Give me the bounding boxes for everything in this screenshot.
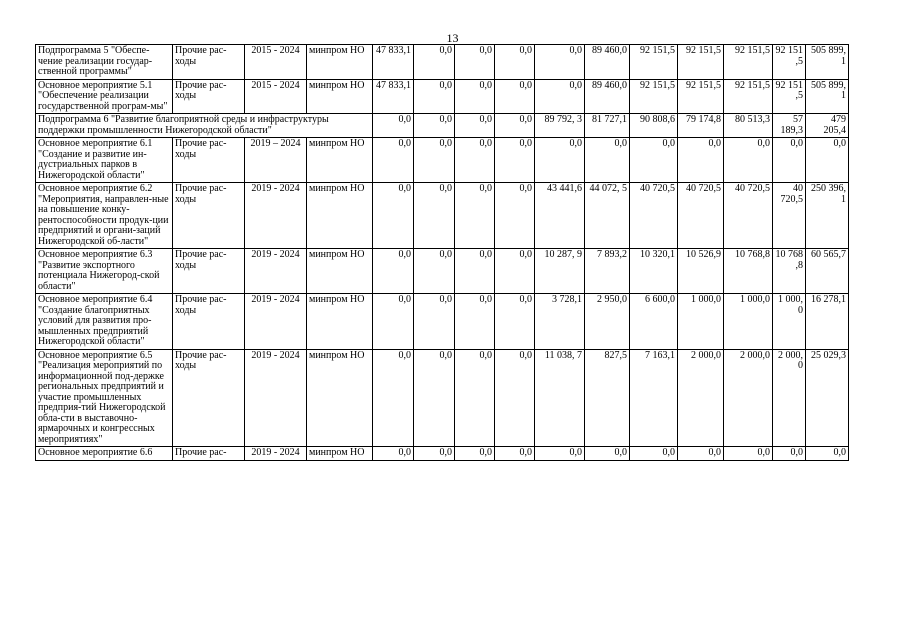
value-cell: 0,0 xyxy=(414,79,455,114)
executor-cell: минпром НО xyxy=(307,447,373,461)
value-cell: 0,0 xyxy=(414,447,455,461)
value-cell: 0,0 xyxy=(585,447,630,461)
table-row xyxy=(36,349,849,447)
program-name-cell: Основное мероприятие 5.1 "Обеспечение реализации государственной програм-мы" xyxy=(36,79,173,114)
value-cell: 0,0 xyxy=(455,294,495,350)
value-cell: 79 174,8 xyxy=(678,114,724,138)
value-cell: 0,0 xyxy=(455,447,495,461)
executor-cell: минпром НО xyxy=(307,45,373,80)
expense-type-cell: Прочие рас-ходы xyxy=(173,45,245,80)
value-cell: 0,0 xyxy=(495,249,535,294)
value-cell: 250 396, 1 xyxy=(806,183,849,249)
table-row xyxy=(36,183,849,249)
value-cell: 80 513,3 xyxy=(724,114,773,138)
value-cell: 40 720,5 xyxy=(630,183,678,249)
value-cell: 0,0 xyxy=(806,447,849,461)
expense-type-cell: Прочие рас-ходы xyxy=(173,79,245,114)
program-name-cell: Основное мероприятие 6.5 "Реализация мероприятий по информационной под-держке региональных предприятий и участие промышленных предприя-тий Нижегородской обла-сти в выставочно-ярмарочных и конгрессных мероприятиях" xyxy=(36,349,173,447)
value-cell: 2 000,0 xyxy=(678,349,724,447)
value-cell: 92 151,5 xyxy=(630,45,678,80)
value-cell: 0,0 xyxy=(373,138,414,183)
value-cell: 0,0 xyxy=(535,45,585,80)
value-cell: 92 151,5 xyxy=(678,79,724,114)
program-name-cell: Подпрограмма 6 "Развитие благоприятной среды и инфраструктуры поддержки промышленности Нижегородской области" xyxy=(36,114,373,138)
value-cell: 0,0 xyxy=(414,294,455,350)
table-row xyxy=(36,79,849,114)
value-cell: 0,0 xyxy=(373,294,414,350)
value-cell: 0,0 xyxy=(724,138,773,183)
table-row xyxy=(36,45,849,80)
value-cell: 0,0 xyxy=(806,138,849,183)
value-cell: 40 720,5 xyxy=(724,183,773,249)
value-cell: 0,0 xyxy=(455,79,495,114)
value-cell: 2 000, 0 xyxy=(773,349,806,447)
value-cell: 10 320,1 xyxy=(630,249,678,294)
value-cell: 0,0 xyxy=(373,183,414,249)
value-cell: 0,0 xyxy=(773,138,806,183)
value-cell: 0,0 xyxy=(495,45,535,80)
value-cell: 10 526,9 xyxy=(678,249,724,294)
period-cell: 2019 - 2024 xyxy=(245,183,307,249)
executor-cell: минпром НО xyxy=(307,79,373,114)
page-number: 13 xyxy=(446,31,459,45)
budget-table xyxy=(35,44,849,461)
value-cell: 0,0 xyxy=(678,447,724,461)
value-cell: 92 151,5 xyxy=(678,45,724,80)
period-cell: 2019 - 2024 xyxy=(245,349,307,447)
value-cell: 0,0 xyxy=(414,45,455,80)
value-cell: 0,0 xyxy=(455,114,495,138)
value-cell: 1 000,0 xyxy=(724,294,773,350)
expense-type-cell: Прочие рас-ходы xyxy=(173,349,245,447)
value-cell: 0,0 xyxy=(373,447,414,461)
expense-type-cell: Прочие рас-ходы xyxy=(173,138,245,183)
value-cell: 10 768 ,8 xyxy=(773,249,806,294)
value-cell: 0,0 xyxy=(495,349,535,447)
value-cell: 0,0 xyxy=(455,249,495,294)
value-cell: 0,0 xyxy=(495,79,535,114)
value-cell: 16 278,1 xyxy=(806,294,849,350)
value-cell: 0,0 xyxy=(414,183,455,249)
value-cell: 0,0 xyxy=(495,114,535,138)
table-row xyxy=(36,447,849,461)
value-cell: 6 600,0 xyxy=(630,294,678,350)
value-cell: 92 151,5 xyxy=(724,45,773,80)
value-cell: 0,0 xyxy=(773,447,806,461)
expense-type-cell: Прочие рас- xyxy=(173,447,245,461)
value-cell: 11 038, 7 xyxy=(535,349,585,447)
value-cell: 0,0 xyxy=(495,138,535,183)
value-cell: 92 151 ,5 xyxy=(773,79,806,114)
value-cell: 0,0 xyxy=(455,183,495,249)
value-cell: 1 000, 0 xyxy=(773,294,806,350)
table-row xyxy=(36,114,849,138)
value-cell: 47 833,1 xyxy=(373,45,414,80)
value-cell: 0,0 xyxy=(414,249,455,294)
program-name-cell: Основное мероприятие 6.4 "Создание благоприятных условий для развития про-мышленных предприятий Нижегородской области" xyxy=(36,294,173,350)
period-cell: 2019 - 2024 xyxy=(245,249,307,294)
value-cell: 47 833,1 xyxy=(373,79,414,114)
program-name-cell: Основное мероприятие 6.2 "Мероприятия, направлен-ные на повышение конку-рентоспособности продук-ции предприятий и органи-заций Нижегородской об-ласти" xyxy=(36,183,173,249)
executor-cell: минпром НО xyxy=(307,249,373,294)
value-cell: 40 720,5 xyxy=(773,183,806,249)
value-cell: 0,0 xyxy=(535,79,585,114)
program-name-cell: Основное мероприятие 6.3 "Развитие экспортного потенциала Нижегород-ской области" xyxy=(36,249,173,294)
executor-cell: минпром НО xyxy=(307,349,373,447)
value-cell: 0,0 xyxy=(455,349,495,447)
executor-cell: минпром НО xyxy=(307,294,373,350)
value-cell: 90 808,6 xyxy=(630,114,678,138)
value-cell: 0,0 xyxy=(678,138,724,183)
program-name-cell: Основное мероприятие 6.6 xyxy=(36,447,173,461)
value-cell: 89 792, 3 xyxy=(535,114,585,138)
executor-cell: минпром НО xyxy=(307,138,373,183)
program-name-cell: Подпрограмма 5 "Обеспе-чение реализации государ-ственной программы" xyxy=(36,45,173,80)
executor-cell: минпром НО xyxy=(307,183,373,249)
period-cell: 2019 - 2024 xyxy=(245,447,307,461)
value-cell: 0,0 xyxy=(373,349,414,447)
value-cell: 0,0 xyxy=(414,349,455,447)
period-cell: 2019 - 2024 xyxy=(245,294,307,350)
value-cell: 0,0 xyxy=(373,249,414,294)
value-cell: 3 728,1 xyxy=(535,294,585,350)
value-cell: 827,5 xyxy=(585,349,630,447)
value-cell: 505 899, 1 xyxy=(806,45,849,80)
value-cell: 0,0 xyxy=(455,138,495,183)
value-cell: 0,0 xyxy=(414,114,455,138)
value-cell: 81 727,1 xyxy=(585,114,630,138)
period-cell: 2019 – 2024 xyxy=(245,138,307,183)
value-cell: 2 950,0 xyxy=(585,294,630,350)
value-cell: 505 899, 1 xyxy=(806,79,849,114)
value-cell: 1 000,0 xyxy=(678,294,724,350)
value-cell: 10 287, 9 xyxy=(535,249,585,294)
value-cell: 92 151,5 xyxy=(630,79,678,114)
value-cell: 40 720,5 xyxy=(678,183,724,249)
table-row xyxy=(36,294,849,350)
value-cell: 0,0 xyxy=(495,294,535,350)
value-cell: 0,0 xyxy=(373,114,414,138)
value-cell: 92 151,5 xyxy=(724,79,773,114)
value-cell: 60 565,7 xyxy=(806,249,849,294)
value-cell: 44 072, 5 xyxy=(585,183,630,249)
value-cell: 0,0 xyxy=(585,138,630,183)
expense-type-cell: Прочие рас-ходы xyxy=(173,183,245,249)
value-cell: 0,0 xyxy=(535,447,585,461)
value-cell: 0,0 xyxy=(495,447,535,461)
value-cell: 0,0 xyxy=(724,447,773,461)
period-cell: 2015 - 2024 xyxy=(245,79,307,114)
value-cell: 57 189,3 xyxy=(773,114,806,138)
program-name-cell: Основное мероприятие 6.1 "Создание и развитие ин-дустриальных парков в Нижегородской области" xyxy=(36,138,173,183)
value-cell: 0,0 xyxy=(495,183,535,249)
expense-type-cell: Прочие рас-ходы xyxy=(173,294,245,350)
table-row xyxy=(36,138,849,183)
value-cell: 89 460,0 xyxy=(585,45,630,80)
value-cell: 10 768,8 xyxy=(724,249,773,294)
period-cell: 2015 - 2024 xyxy=(245,45,307,80)
value-cell: 89 460,0 xyxy=(585,79,630,114)
value-cell: 2 000,0 xyxy=(724,349,773,447)
value-cell: 43 441,6 xyxy=(535,183,585,249)
value-cell: 0,0 xyxy=(630,138,678,183)
value-cell: 7 893,2 xyxy=(585,249,630,294)
value-cell: 0,0 xyxy=(630,447,678,461)
value-cell: 7 163,1 xyxy=(630,349,678,447)
value-cell: 92 151 ,5 xyxy=(773,45,806,80)
value-cell: 25 029,3 xyxy=(806,349,849,447)
value-cell: 0,0 xyxy=(455,45,495,80)
table-row xyxy=(36,249,849,294)
value-cell: 0,0 xyxy=(535,138,585,183)
value-cell: 0,0 xyxy=(414,138,455,183)
expense-type-cell: Прочие рас-ходы xyxy=(173,249,245,294)
value-cell: 479 205,4 xyxy=(806,114,849,138)
